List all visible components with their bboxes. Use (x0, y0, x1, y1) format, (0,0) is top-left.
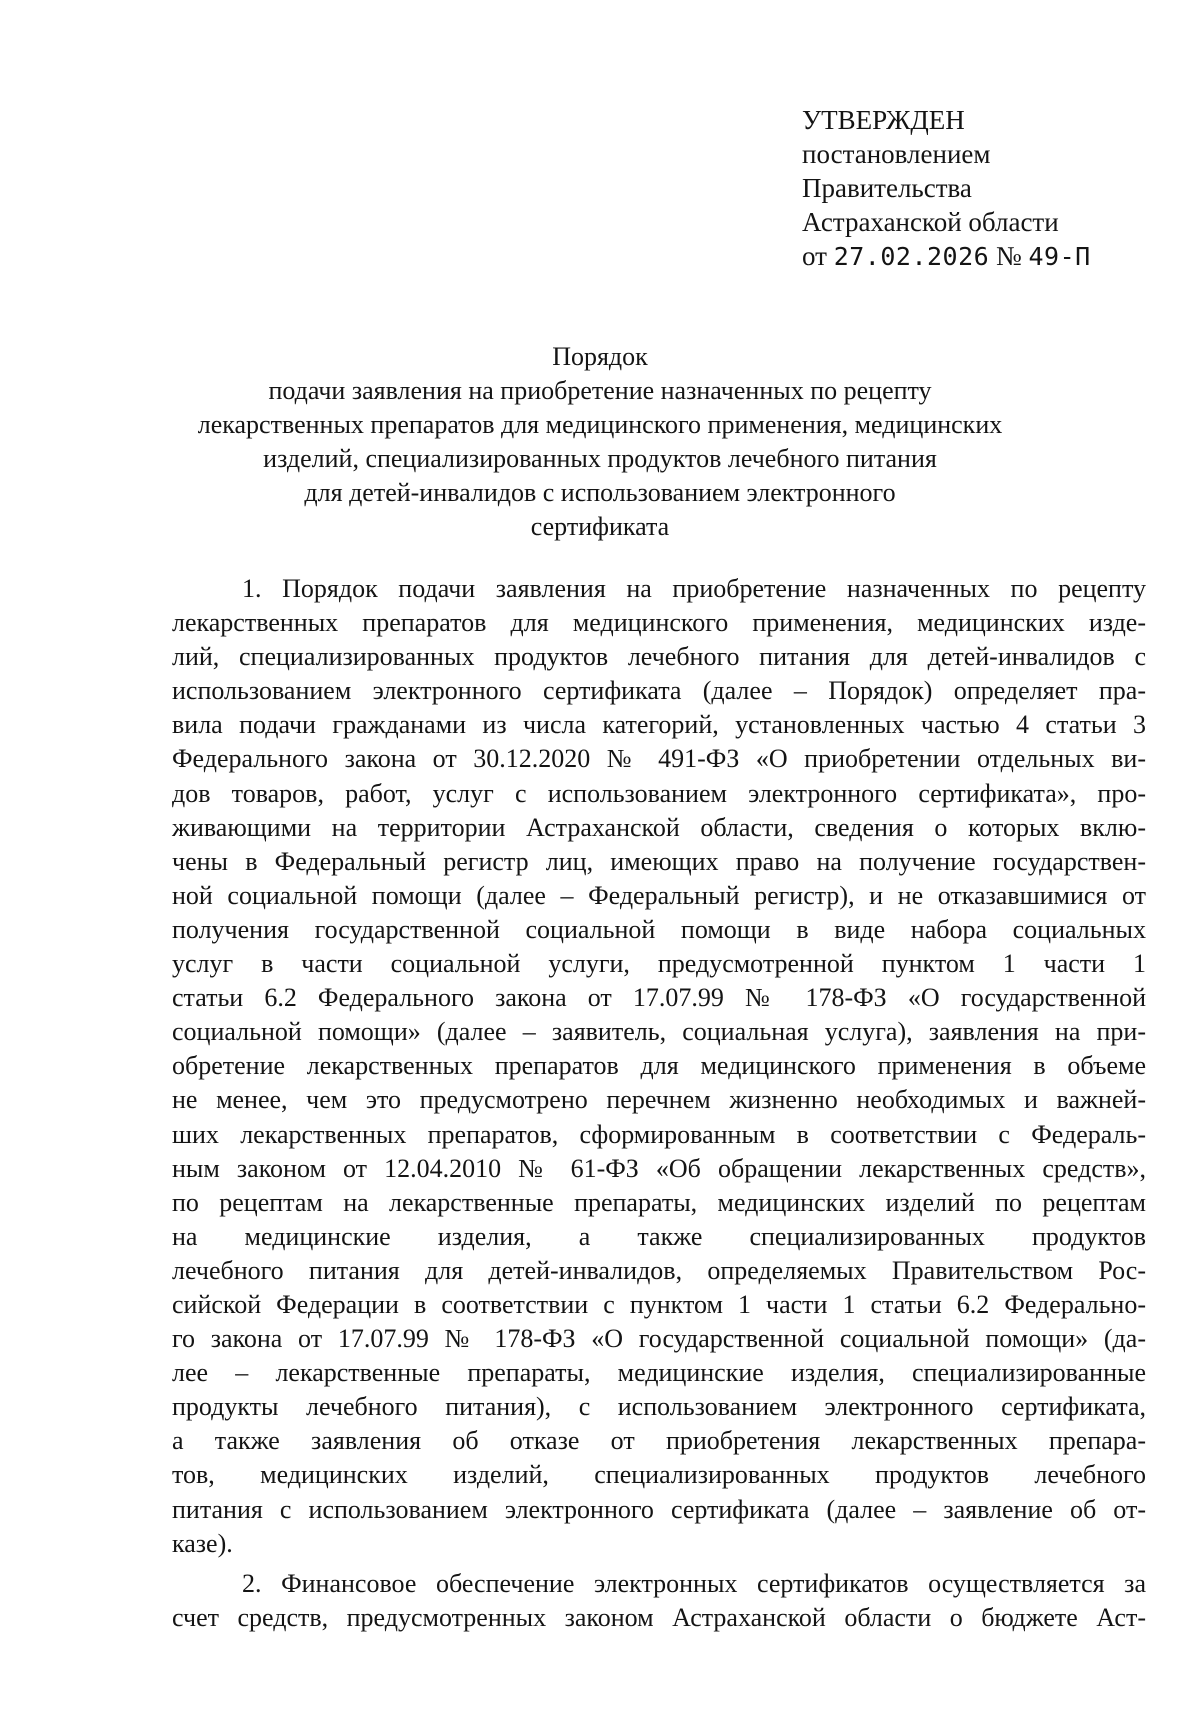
paragraph-1-line: лий, специализированных продуктов лечебного питания для детей-инвалидов с (172, 642, 1146, 672)
paragraph-1-line: не менее, чем это предусмотрено перечнем жизненно необходимых и важней- (172, 1085, 1146, 1115)
paragraph-1-line: ным законом от 12.04.2010 № 61-ФЗ «Об обращении лекарственных средств», (172, 1153, 1146, 1183)
paragraph-1-line: сийской Федерации в соответствии с пунктом 1 части 1 статьи 6.2 Федерально- (172, 1289, 1146, 1319)
paragraph-1-line: го закона от 17.07.99 № 178-ФЗ «О государственной социальной помощи» (да- (172, 1324, 1146, 1354)
paragraph-2-line: счет средств, предусмотренных законом Астраханской области о бюджете Аст- (172, 1602, 1146, 1632)
document-body (172, 572, 1146, 1635)
title-line: подачи заявления на приобретение назначенных по рецепту (268, 376, 932, 405)
title-line: для детей-инвалидов с использованием электронного (304, 478, 896, 507)
paragraph-1-line: услуг в части социальной услуги, предусмотренной пунктом 1 части 1 (172, 949, 1146, 979)
paragraph-1-line: обретение лекарственных препаратов для медицинского применения в объеме (172, 1051, 1146, 1081)
paragraph-2-line: 2. Финансовое обеспечение электронных сертификатов осуществляется за (242, 1568, 1146, 1598)
paragraph-1-line: социальной помощи» (далее – заявитель, социальная услуга), заявления на при- (172, 1017, 1146, 1047)
paragraph-1-line: лекарственных препаратов для медицинского применения, медицинских изде- (172, 608, 1146, 638)
approval-date-prefix: от (802, 241, 827, 271)
title-line: изделий, специализированных продуктов лечебного питания (263, 444, 937, 473)
approval-date: 27.02.2026 (833, 242, 990, 271)
approval-block (802, 103, 1091, 274)
title-line: сертификата (530, 512, 670, 541)
paragraph-1-line: живающими на территории Астраханской области, сведения о которых вклю- (172, 812, 1146, 842)
approval-date-line (802, 239, 1091, 274)
title-line: Порядок (552, 342, 648, 371)
approval-number-sign: № (995, 241, 1022, 271)
paragraph-1-line: ших лекарственных препаратов, сформированным в соответствии с Федераль- (172, 1119, 1146, 1149)
paragraph-1-line: использованием электронного сертификата (далее – Порядок) определяет пра- (172, 676, 1146, 706)
paragraph-1-line: 1. Порядок подачи заявления на приобретение назначенных по рецепту (242, 574, 1146, 603)
paragraph-1-line: а также заявления об отказе от приобретения лекарственных препара- (172, 1426, 1146, 1456)
paragraph-1-line: продукты лечебного питания), с использованием электронного сертификата, (172, 1392, 1146, 1422)
paragraph-1-line: питания с использованием электронного сертификата (далее – заявление об от- (172, 1494, 1146, 1524)
approval-heading: УТВЕРЖДЕН (802, 105, 965, 135)
paragraph-1-line: вила подачи гражданами из числа категорий, установленных частью 4 статьи 3 (172, 710, 1146, 740)
paragraph-1-line: лечебного питания для детей-инвалидов, определяемых Правительством Рос- (172, 1255, 1146, 1285)
paragraph-1-line: казе). (172, 1528, 233, 1558)
paragraph-1-line: ной социальной помощи (далее – Федеральный регистр), и не отказавшимися от (172, 880, 1146, 910)
approval-number: 49-П (1028, 242, 1091, 271)
paragraph-1-line: лее – лекарственные препараты, медицинские изделия, специализированные (172, 1358, 1146, 1388)
paragraph-1-line: на медицинские изделия, а также специализированных продуктов (172, 1221, 1146, 1251)
title-line: лекарственных препаратов для медицинского применения, медицинских (197, 410, 1003, 439)
paragraph-1-line: Федерального закона от 30.12.2020 № 491-ФЗ «О приобретении отдельных ви- (172, 744, 1146, 774)
paragraph-1-line: дов товаров, работ, услуг с использованием электронного сертификата», про- (172, 778, 1146, 808)
paragraph-1-line: статьи 6.2 Федерального закона от 17.07.99 № 178-ФЗ «О государственной (172, 983, 1146, 1013)
approval-line-2: Правительства (802, 173, 972, 203)
paragraph-1-line: по рецептам на лекарственные препараты, медицинских изделий по рецептам (172, 1187, 1146, 1217)
document-title (0, 340, 1200, 544)
approval-line-1: постановлением (802, 139, 991, 169)
paragraph-1-line: чены в Федеральный регистр лиц, имеющих право на получение государствен- (172, 846, 1146, 876)
approval-line-3: Астраханской области (802, 207, 1059, 237)
paragraph-1-line: получения государственной социальной помощи в виде набора социальных (172, 914, 1146, 944)
paragraph-1-line: тов, медицинских изделий, специализированных продуктов лечебного (172, 1460, 1146, 1490)
